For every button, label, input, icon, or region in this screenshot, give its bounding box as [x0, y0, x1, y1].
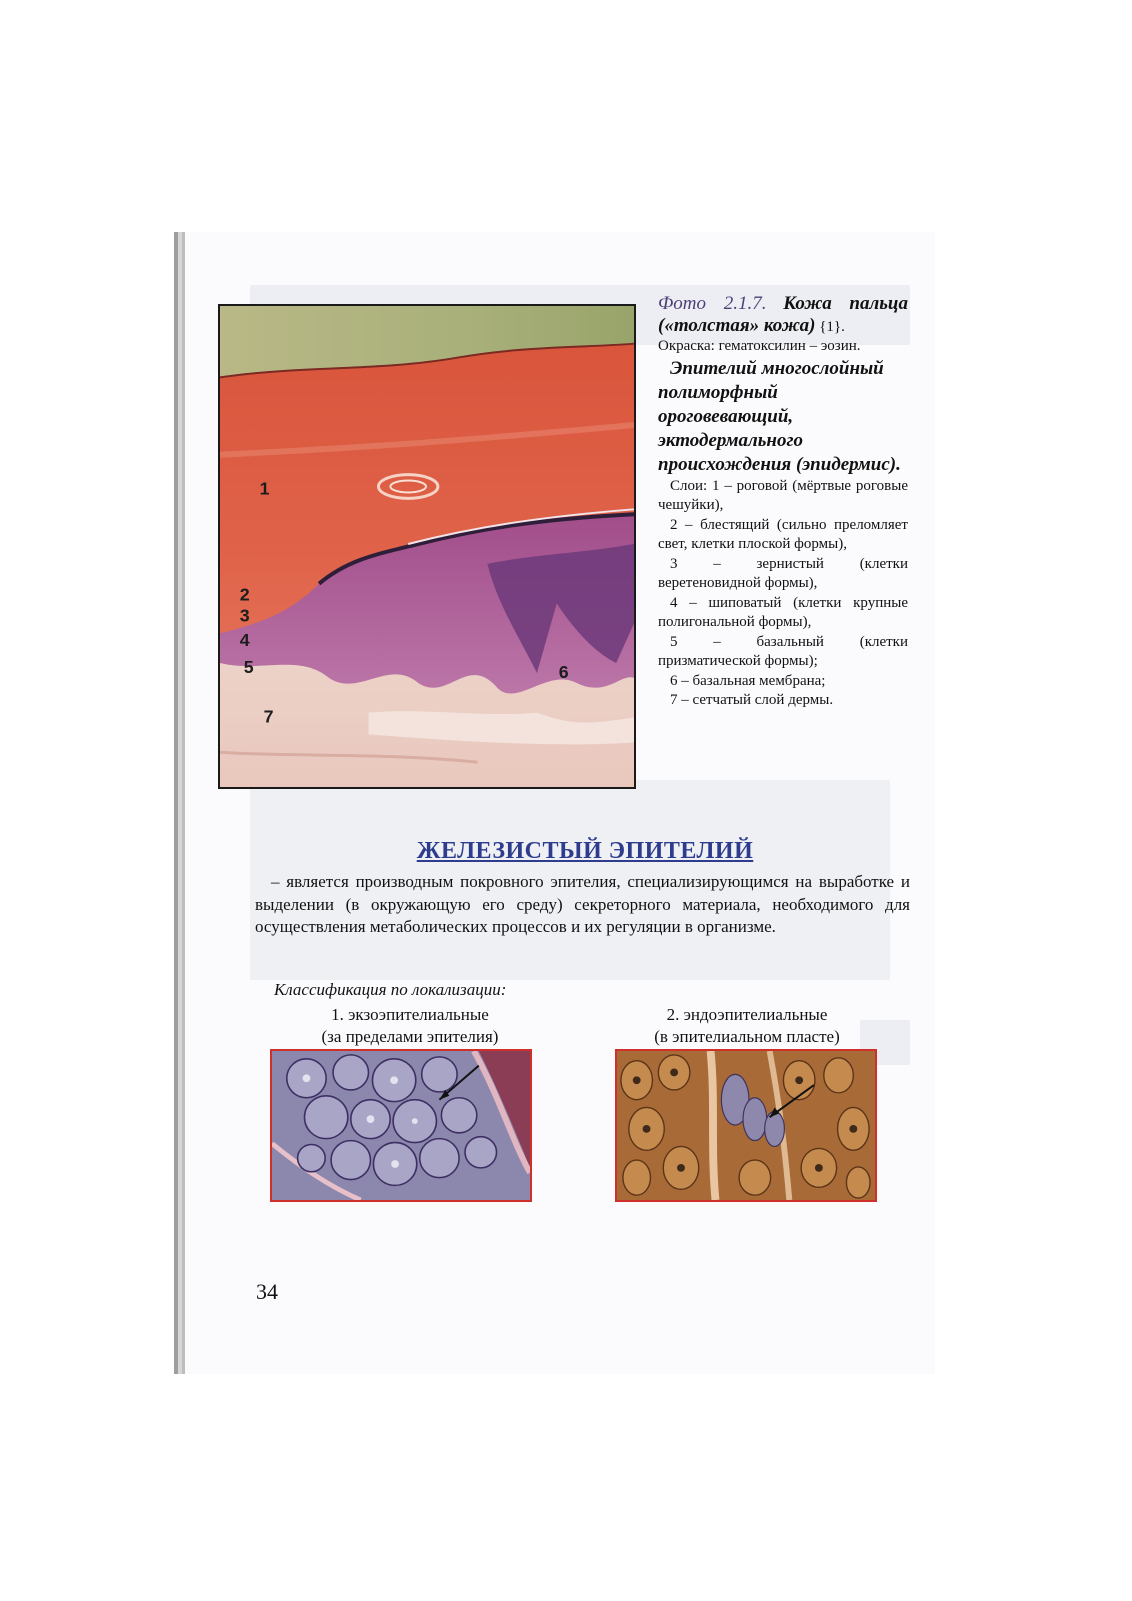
photo-caption: [658, 294, 908, 711]
caption-layer: 7 – сетчатый слой дермы.: [670, 692, 834, 708]
layer-label-1: 1: [259, 478, 270, 499]
caption-stain: Окраска: гематоксилин – эозин.: [658, 338, 861, 354]
layer-label-4: 4: [239, 630, 250, 651]
classification-title: Классификация по локализации:: [274, 980, 507, 999]
classification-item-endo: [612, 1004, 882, 1048]
exoepithelial-gland-micrograph: [270, 1049, 532, 1202]
caption-layer: 3 – зернистый (клетки веретеновидной формы),: [658, 555, 908, 591]
caption-layer: 6 – базальная мембрана;: [670, 672, 826, 689]
caption-layer: 2 – блестящий (сильно преломляет свет, клетки плоской формы),: [658, 516, 908, 552]
caption-title: Кожа пальца («толстая» кожа): [658, 293, 908, 336]
caption-ref: {1}.: [819, 318, 845, 335]
layer-label-5: 5: [243, 656, 254, 677]
layer-label-2: 2: [239, 584, 250, 605]
endoepithelial-gland-micrograph: [615, 1049, 877, 1202]
skin-micrograph: [218, 304, 636, 789]
caption-description: Эпителий многослойный полиморфный ороговевающий, эктодермального происхождения (эпидермис).: [658, 357, 901, 475]
caption-number: Фото 2.1.7.: [658, 293, 767, 314]
layer-label-6: 6: [558, 661, 569, 682]
classification-label: 2. эндоэпителиальные: [666, 1005, 828, 1024]
caption-layer: Слои: 1 – роговой (мёртвые роговые чешуйки),: [658, 477, 908, 513]
caption-layer: 5 – базальный (клетки призматической формы);: [658, 633, 908, 669]
section-body: – является производным покровного эпителия, специализирующимся на выработке и выделении (в окружающую его среду) секреторного материала, необходимого для осуществления метаболических процессов и их регуляции в организме.: [255, 872, 910, 936]
caption-layer: 4 – шиповатый (клетки крупные полигональной формы),: [658, 594, 908, 630]
page-number: 34: [256, 1279, 278, 1304]
section-title: ЖЕЛЕЗИСТЫЙ ЭПИТЕЛИЙ: [416, 838, 754, 864]
classification-item-exo: [280, 1004, 540, 1048]
classification-label: 1. экзоэпителиальные: [331, 1005, 489, 1024]
bleed-through-text: [252, 1212, 902, 1229]
classification-sub: (за пределами эпителия): [321, 1027, 499, 1046]
layer-label-3: 3: [239, 605, 250, 626]
layer-label-7: 7: [263, 706, 274, 727]
classification-sub: (в эпителиальном пласте): [654, 1027, 840, 1046]
